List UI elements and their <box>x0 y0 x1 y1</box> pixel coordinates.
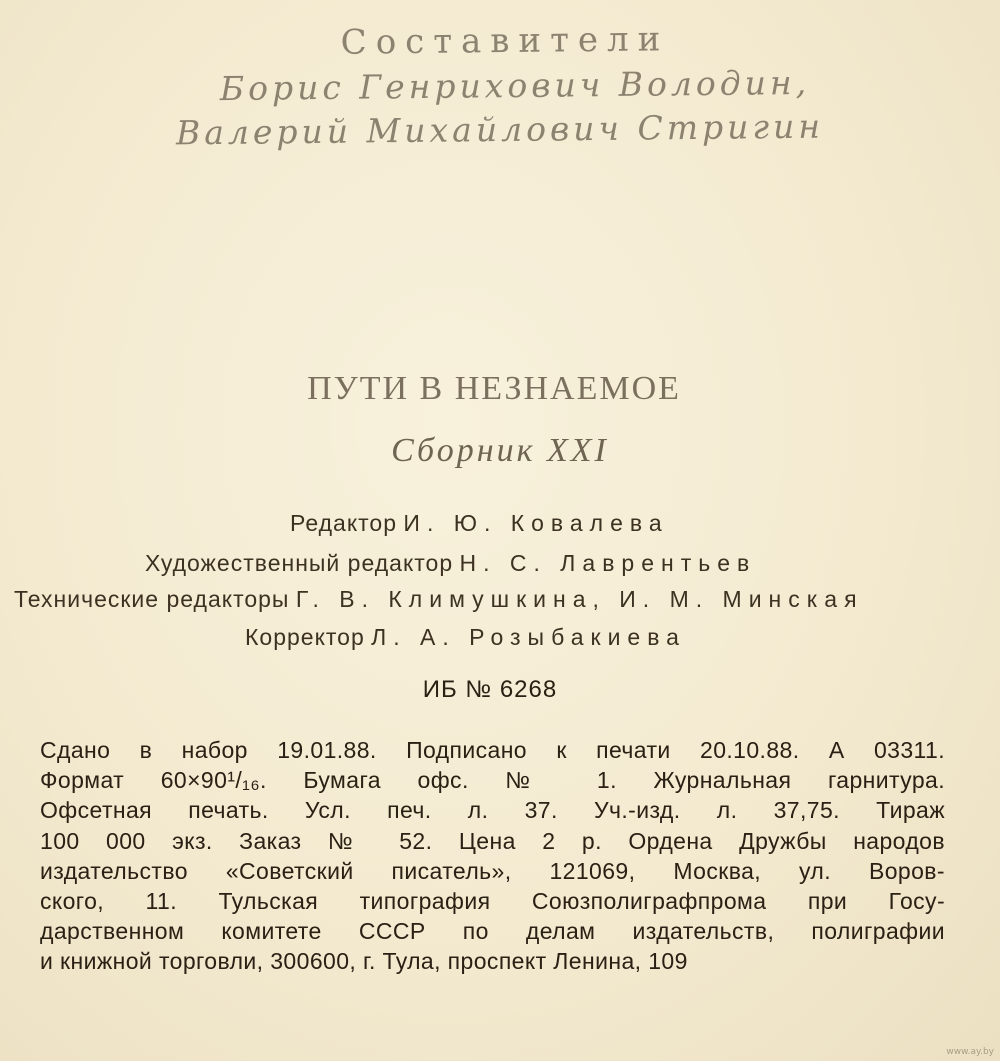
credit-person: Н. С. Лаврентьев <box>459 550 757 576</box>
site-watermark: www.ay.by <box>946 1047 994 1057</box>
imprint-line: Сдано в набор 19.01.88. Подписано к печати 20.10.88. А 03311. <box>40 737 945 763</box>
credit-art-editor <box>145 545 756 581</box>
compilers-block <box>0 18 1000 152</box>
credit-person: И. Ю. Ковалева <box>403 510 669 536</box>
book-subtitle: Сборник XXI <box>391 432 609 469</box>
imprint-line: Формат 60×90¹/₁₆. Бумага офс. № 1. Журнальная гарнитура. <box>40 767 945 794</box>
imprint-text <box>40 735 945 977</box>
compiler-name: Валерий Михайлович Стригин <box>175 106 825 153</box>
imprint-line: дарственном комитете СССР по делам издательств, полиграфии <box>40 918 945 945</box>
imprint-line: 100 000 экз. Заказ № 52. Цена 2 р. Ордена Дружбы народов <box>40 827 945 854</box>
book-title: ПУТИ В НЕЗНАЕМОЕ <box>307 370 681 407</box>
credit-role: Художественный редактор <box>145 550 454 576</box>
compiler-name: Борис Генрихович Володин, <box>219 62 811 109</box>
credit-role: Корректор <box>245 624 365 650</box>
imprint-line: ского, 11. Тульская типография Союзполиграфпрома при Госу- <box>40 888 945 915</box>
credit-tech-editors <box>14 581 864 617</box>
imprint-line: издательство «Советский писатель», 121069, Москва, ул. Воров- <box>40 857 945 884</box>
credit-role: Редактор <box>290 510 398 536</box>
imprint-line: и книжной торговли, 300600, г. Тула, проспект Ленина, 109 <box>40 948 688 975</box>
credit-role: Технические редакторы <box>14 586 290 612</box>
credit-proofreader <box>245 619 686 655</box>
ib-number: ИБ № 6268 <box>422 676 558 703</box>
credit-editor <box>290 505 669 541</box>
compilers-heading: Составители <box>340 19 670 63</box>
credit-person: Л. А. Розыбакиева <box>371 624 686 650</box>
imprint-line: Офсетная печать. Усл. печ. л. 37. Уч.-изд. л. 37,75. Тираж <box>40 797 945 824</box>
credit-person: Г. В. Климушкина, И. М. Минская <box>295 586 864 612</box>
